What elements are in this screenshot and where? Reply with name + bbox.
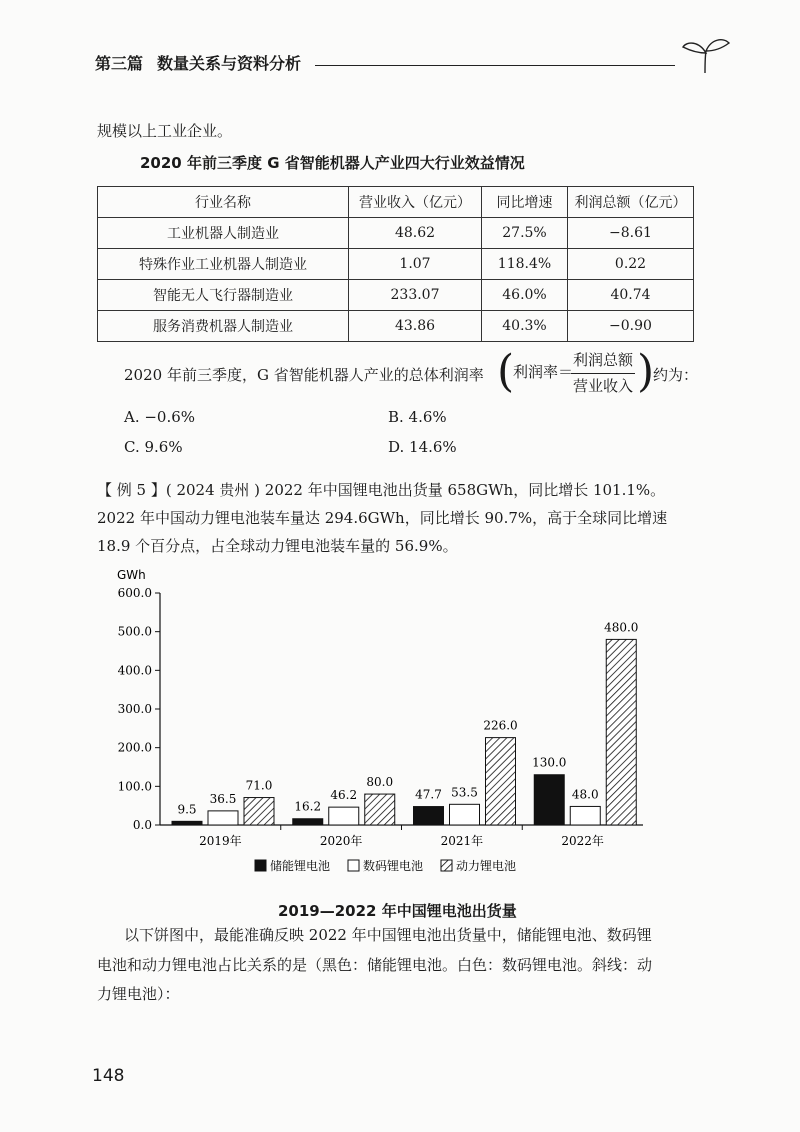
- table-cell: 43.86: [349, 311, 482, 342]
- bar: [329, 807, 359, 825]
- running-header: [95, 47, 735, 75]
- header-rule: [315, 65, 675, 66]
- data-label: 47.7: [415, 787, 442, 802]
- question1-tail: 约为：: [653, 366, 699, 384]
- bar: [208, 811, 238, 825]
- table-cell: 118.4%: [482, 249, 568, 280]
- part-label: 第三篇: [95, 54, 144, 73]
- section-title: 数量关系与资料分析: [157, 54, 302, 73]
- bar: [414, 807, 444, 825]
- bar: [450, 804, 480, 825]
- y-tick-label: 500.0: [117, 624, 152, 639]
- right-paren: ): [637, 346, 655, 397]
- table-row: [98, 311, 694, 342]
- table-cell: 工业机器人制造业: [98, 218, 349, 249]
- left-paren: (: [497, 346, 515, 397]
- bar: [172, 821, 202, 825]
- formula-label: 利润率＝: [513, 363, 574, 381]
- option-a[interactable]: A. −0.6%: [124, 408, 196, 426]
- column-header: 营业收入（亿元）: [349, 187, 482, 218]
- question1-stem: 2020 年前三季度，G 省智能机器人产业的总体利润率: [124, 366, 484, 384]
- column-header: 行业名称: [98, 187, 349, 218]
- table-cell: 1.07: [349, 249, 482, 280]
- example5-line: 18.9 个百分点，占全球动力锂电池装车量的 56.9%。: [97, 537, 458, 555]
- bar: [293, 819, 323, 825]
- question2-line: 以下饼图中，最能准确反映 2022 年中国锂电池出货量中，储能锂电池、数码锂: [124, 926, 652, 944]
- data-label: 480.0: [604, 620, 639, 635]
- bar: [365, 794, 395, 825]
- example5-line: 2022 年中国动力锂电池装车量达 294.6GWh，同比增长 90.7%，高于全球同比增速: [97, 509, 668, 527]
- bar: [570, 806, 600, 825]
- x-tick-label: 2021年: [440, 834, 484, 848]
- sprout-icon: [675, 35, 735, 75]
- formula-numerator: 利润总额: [572, 351, 633, 369]
- y-axis-unit: GWh: [117, 568, 146, 582]
- y-tick-label: 300.0: [117, 702, 152, 716]
- legend-label: 动力锂电池: [456, 859, 517, 873]
- data-label: 16.2: [294, 799, 322, 814]
- legend-swatch: [348, 860, 359, 871]
- data-label: 71.0: [245, 778, 273, 793]
- y-tick-label: 0.0: [132, 818, 152, 832]
- table-cell: 智能无人飞行器制造业: [98, 280, 349, 311]
- chart-title: 2019—2022 年中国锂电池出货量: [278, 902, 517, 920]
- option-b[interactable]: B. 4.6%: [388, 408, 447, 426]
- table-cell: 46.0%: [482, 280, 568, 311]
- question2-line: 电池和动力锂电池占比关系的是（黑色：储能锂电池。白色：数码锂电池。斜线：动: [97, 956, 653, 974]
- table-cell: −8.61: [568, 218, 694, 249]
- table-row: [98, 218, 694, 249]
- x-tick-label: 2020年: [319, 834, 363, 848]
- data-label: 48.0: [571, 787, 599, 802]
- data-label: 46.2: [330, 788, 358, 803]
- question2-line: 力锂电池）：: [97, 985, 180, 1003]
- page-number: 148: [92, 1066, 125, 1086]
- table-cell: −0.90: [568, 311, 694, 342]
- data-label: 9.5: [177, 802, 197, 817]
- y-tick-label: 200.0: [117, 740, 152, 755]
- table-cell: 特殊作业工业机器人制造业: [98, 249, 349, 280]
- option-d[interactable]: D. 14.6%: [388, 438, 457, 456]
- data-label: 53.5: [451, 785, 478, 800]
- x-tick-label: 2019年: [199, 834, 242, 848]
- table-header-row: [98, 187, 694, 218]
- battery-shipment-chart: [95, 555, 655, 885]
- y-tick-label: 400.0: [117, 663, 152, 678]
- table-cell: 48.62: [349, 218, 482, 249]
- y-tick-label: 600.0: [117, 586, 152, 600]
- data-label: 130.0: [532, 755, 567, 770]
- data-label: 80.0: [366, 775, 394, 790]
- legend-swatch: [255, 860, 266, 871]
- column-header: 同比增速: [482, 187, 568, 218]
- x-tick-label: 2022年: [561, 834, 604, 848]
- bar: [244, 798, 274, 825]
- y-tick-label: 100.0: [117, 779, 152, 794]
- table-cell: 27.5%: [482, 218, 568, 249]
- fraction-bar: [571, 373, 635, 374]
- column-header: 利润总额（亿元）: [568, 187, 694, 218]
- table-row: [98, 280, 694, 311]
- data-label: 36.5: [209, 791, 237, 806]
- efficiency-table: [97, 186, 694, 342]
- table-cell: 服务消费机器人制造业: [98, 311, 349, 342]
- legend-label: 数码锂电池: [363, 859, 424, 873]
- formula-denominator: 营业收入: [572, 377, 633, 395]
- table-cell: 40.3%: [482, 311, 568, 342]
- profit-rate-formula: [497, 346, 655, 402]
- table-title: 2020 年前三季度 G 省智能机器人产业四大行业效益情况: [140, 154, 525, 172]
- table-cell: 233.07: [349, 280, 482, 311]
- data-label: 226.0: [483, 718, 518, 733]
- bar: [486, 738, 516, 825]
- bar: [606, 639, 636, 825]
- table-cell: 0.22: [568, 249, 694, 280]
- example5-line: 【 例 5 】( 2024 贵州 ) 2022 年中国锂电池出货量 658GWh，同比增长 101.1%。: [97, 481, 666, 499]
- legend-label: 储能锂电池: [270, 859, 331, 873]
- table-row: [98, 249, 694, 280]
- bar: [534, 775, 564, 825]
- option-c[interactable]: C. 9.6%: [124, 438, 183, 456]
- intro-line: 规模以上工业企业。: [97, 122, 233, 140]
- legend-swatch: [441, 860, 452, 871]
- table-cell: 40.74: [568, 280, 694, 311]
